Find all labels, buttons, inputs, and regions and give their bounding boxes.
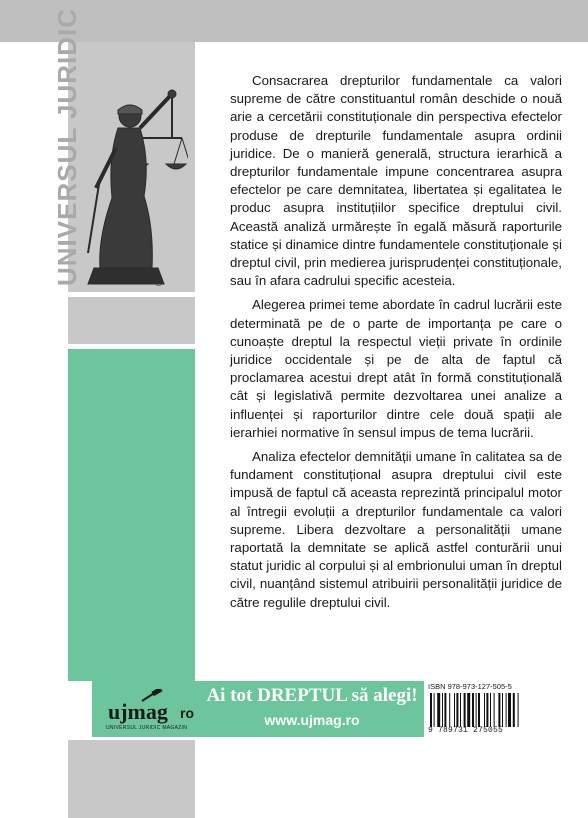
description-paragraph-3: Analiza efectelor demnității umane în calitatea sa de fundament constituțional asupra dreptului civil este impusă de faptul că aceasta reprezintă principalul motor al întregii evoluții a drepturilor fundamentale ca valori supreme. Libera dezvoltare a personalității umane raportată la demnitate se aplică astfel conturării unui statut juridic al corpului și al embrionului uman în dreptul civil, nuanțând sistemul atribuirii personalității juridice de către regulile dreptului civil. bbox=[230, 449, 562, 610]
barcode-bar bbox=[513, 693, 515, 727]
barcode-icon bbox=[430, 693, 548, 727]
logo-subtitle: UNIVERSUL JURIDIC MAGAZIN bbox=[106, 725, 188, 731]
barcode-bar bbox=[434, 693, 435, 727]
barcode-box bbox=[424, 681, 554, 737]
barcode-bar bbox=[498, 693, 500, 727]
barcode-bar bbox=[442, 693, 443, 727]
barcode-bar bbox=[506, 693, 507, 727]
logo-suffix: ro bbox=[180, 705, 194, 721]
left-gray-strip-middle bbox=[68, 297, 195, 344]
barcode-bar bbox=[464, 693, 466, 727]
barcode-bar bbox=[444, 693, 446, 727]
barcode-bar bbox=[494, 693, 495, 727]
barcode-bar bbox=[508, 693, 511, 727]
left-green-panel bbox=[68, 349, 195, 681]
left-gray-strip-lower bbox=[68, 740, 195, 818]
slogan: Ai tot DREPTUL să alegi! bbox=[206, 685, 418, 706]
barcode-bar bbox=[467, 693, 470, 727]
registered-trademark-symbol: ® bbox=[155, 278, 163, 289]
barcode-bar bbox=[437, 693, 440, 727]
publisher-vertical-logo: UNIVERSUL JURIDIC bbox=[52, 7, 82, 286]
top-gray-band bbox=[0, 0, 588, 42]
isbn-label: ISBN 978-973-127-505-5 bbox=[428, 682, 512, 691]
barcode-bar bbox=[502, 693, 503, 727]
barcode-digits: 9 789731 275055 bbox=[428, 726, 504, 735]
barcode-bar bbox=[490, 693, 491, 727]
barcode-bar bbox=[430, 693, 432, 727]
website-link[interactable]: www.ujmag.ro bbox=[264, 712, 360, 728]
barcode-bar bbox=[460, 693, 461, 727]
description-paragraph-2: Alegerea primei teme abordate în cadrul lucrării este determinată pe de o parte de importanța pe care o cunoaște dreptul la respectul vieții private în ordinile juridice occidentale și pe de alta de faptul că proclamarea acestui drept atât în formă constituțională cât și legislativă permite dezvoltarea unei analize a influenței și raporturilor dintre cele două spații ale ierarhiei normative în sensul impus de tema lucrării. bbox=[230, 297, 562, 440]
lady-justice-statue-icon bbox=[78, 78, 188, 293]
barcode-bar bbox=[518, 693, 519, 727]
barcode-bar bbox=[478, 693, 480, 727]
barcode-bar bbox=[449, 693, 450, 727]
logo-wordmark: ujmag bbox=[108, 699, 168, 724]
barcode-bar bbox=[456, 693, 458, 727]
barcode-bar bbox=[476, 693, 477, 727]
book-description bbox=[230, 72, 562, 618]
description-paragraph-1: Consacrarea drepturilor fundamentale ca valori supreme de către constituantul român deschide o nouă arie a cercetării constituționale din perspectiva efectelor produse de drepturile fundamentale asupra ordinii juridice. De o manieră generală, structura ierarhică a drepturilor fundamentale impune concentrarea asupra efectelor pe care demnitatea, libertatea și egalitatea le produc asupra instituțiilor specifice dreptului civil. Această analiză urmărește în egală măsură raporturile statice și dinamice dintre fundamentele constituționale și dreptul civil, prin medierea jurisprudenței constituționale, sau în afara cadrului specific acesteia. bbox=[230, 73, 562, 289]
barcode-bar bbox=[472, 693, 474, 727]
barcode-bar bbox=[454, 693, 455, 727]
barcode-bar bbox=[486, 693, 488, 727]
barcode-bar bbox=[484, 693, 485, 727]
footer-banner bbox=[92, 681, 554, 737]
